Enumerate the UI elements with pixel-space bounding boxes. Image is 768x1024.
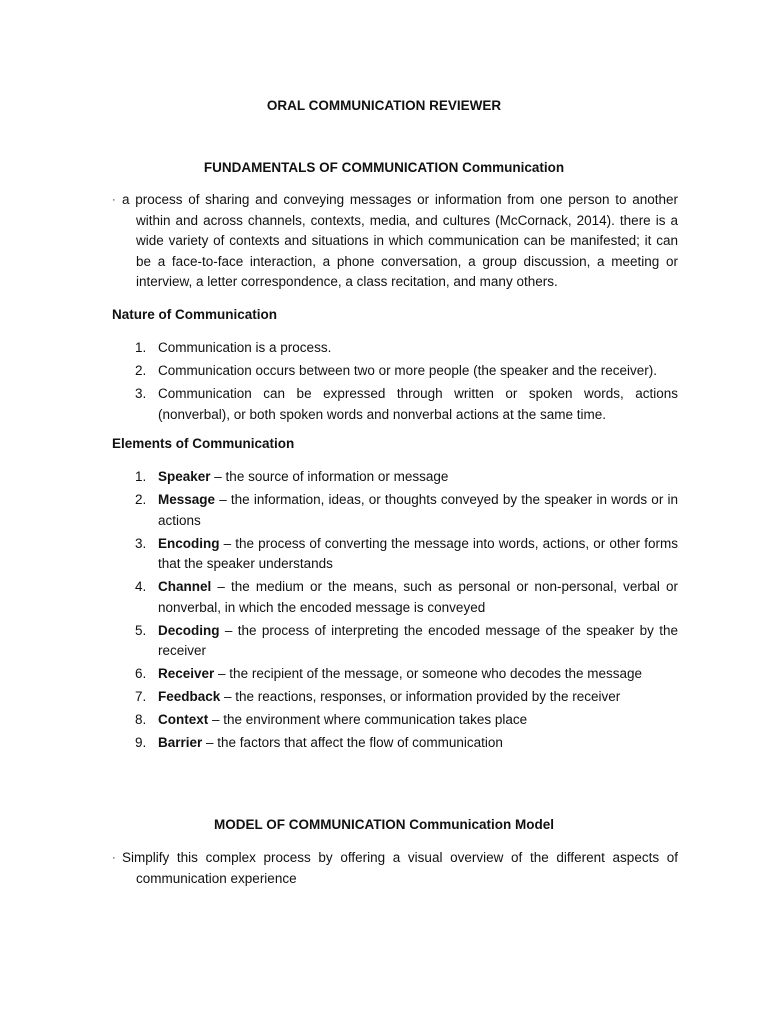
list-item <box>112 467 678 488</box>
item-text: Communication is a process. <box>158 340 332 355</box>
nature-list <box>112 338 678 428</box>
list-number: 3. <box>135 386 147 401</box>
list-number: 7. <box>135 689 147 704</box>
list-item <box>112 384 678 425</box>
item-text: Communication can be expressed through written or spoken words, actions (nonverbal), or both spoken words and nonverbal actions at the same time. <box>158 386 678 422</box>
list-item <box>112 687 678 708</box>
list-number: 2. <box>135 492 147 507</box>
list-item <box>112 621 678 662</box>
model-heading: MODEL OF COMMUNICATION Communication Model <box>214 817 554 832</box>
communication-definition <box>112 190 678 293</box>
term-label: Channel <box>158 579 212 594</box>
bullet-dot: · <box>112 194 116 206</box>
term-label: Speaker <box>158 469 211 484</box>
term-label: Barrier <box>158 735 203 750</box>
term-label: Feedback <box>158 689 221 704</box>
list-number: 4. <box>135 579 147 594</box>
list-item <box>112 710 678 731</box>
elements-heading: Elements of Communication <box>112 436 295 451</box>
item-text: – the environment where communication takes place <box>208 712 528 727</box>
model-text: Simplify this complex process by offering a visual overview of the different aspects of communication experience <box>122 850 678 886</box>
term-label: Decoding <box>158 622 220 638</box>
item-text: – the information, ideas, or thoughts conveyed by the speaker in words or in actions <box>158 492 678 528</box>
list-number: 1. <box>135 340 147 355</box>
fundamentals-heading: FUNDAMENTALS OF COMMUNICATION Communication <box>203 160 565 175</box>
item-text: – the recipient of the message, or someone who decodes the message <box>214 666 643 681</box>
list-number: 2. <box>135 363 147 378</box>
list-number: 1. <box>135 469 147 484</box>
list-item <box>112 733 678 754</box>
item-text: – the factors that affect the flow of communication <box>202 735 503 750</box>
list-item <box>112 534 678 575</box>
list-number: 8. <box>135 712 147 727</box>
bullet-dot: · <box>112 852 116 864</box>
list-number: 3. <box>135 535 147 551</box>
model-definition <box>112 848 678 889</box>
item-text: Communication occurs between two or more people (the speaker and the receiver). <box>158 363 657 378</box>
list-item <box>112 338 678 359</box>
item-text: – the process of converting the message into words, actions, or other forms that the speaker understands <box>158 535 678 571</box>
item-text: – the process of interpreting the encoded message of the speaker by the receiver <box>158 622 678 658</box>
item-text: – the reactions, responses, or information provided by the receiver <box>220 689 621 704</box>
list-item <box>112 577 678 618</box>
definition-text: a process of sharing and conveying messages or information from one person to another within and across channels, contexts, media, and cultures (McCornack, 2014). there is a wide variety of contexts and situations in which communication can be manifested; it can be a face-to-face interaction, a phone conversation, a group discussion, a meeting or interview, a letter correspondence, a class recitation, and many others. <box>122 192 678 289</box>
document-title: ORAL COMMUNICATION REVIEWER <box>266 98 502 113</box>
term-label: Message <box>158 492 216 507</box>
item-text: – the source of information or message <box>210 469 449 484</box>
elements-list <box>112 467 678 756</box>
term-label: Context <box>158 712 209 727</box>
term-label: Receiver <box>158 666 215 681</box>
list-number: 5. <box>135 622 147 638</box>
list-item <box>112 490 678 531</box>
list-number: 6. <box>135 666 147 681</box>
item-text: – the medium or the means, such as personal or non-personal, verbal or nonverbal, in which the encoded message is conveyed <box>158 579 678 615</box>
list-item <box>112 361 678 382</box>
list-item <box>112 664 678 685</box>
nature-heading: Nature of Communication <box>112 307 278 322</box>
term-label: Encoding <box>158 535 220 551</box>
list-number: 9. <box>135 735 147 750</box>
